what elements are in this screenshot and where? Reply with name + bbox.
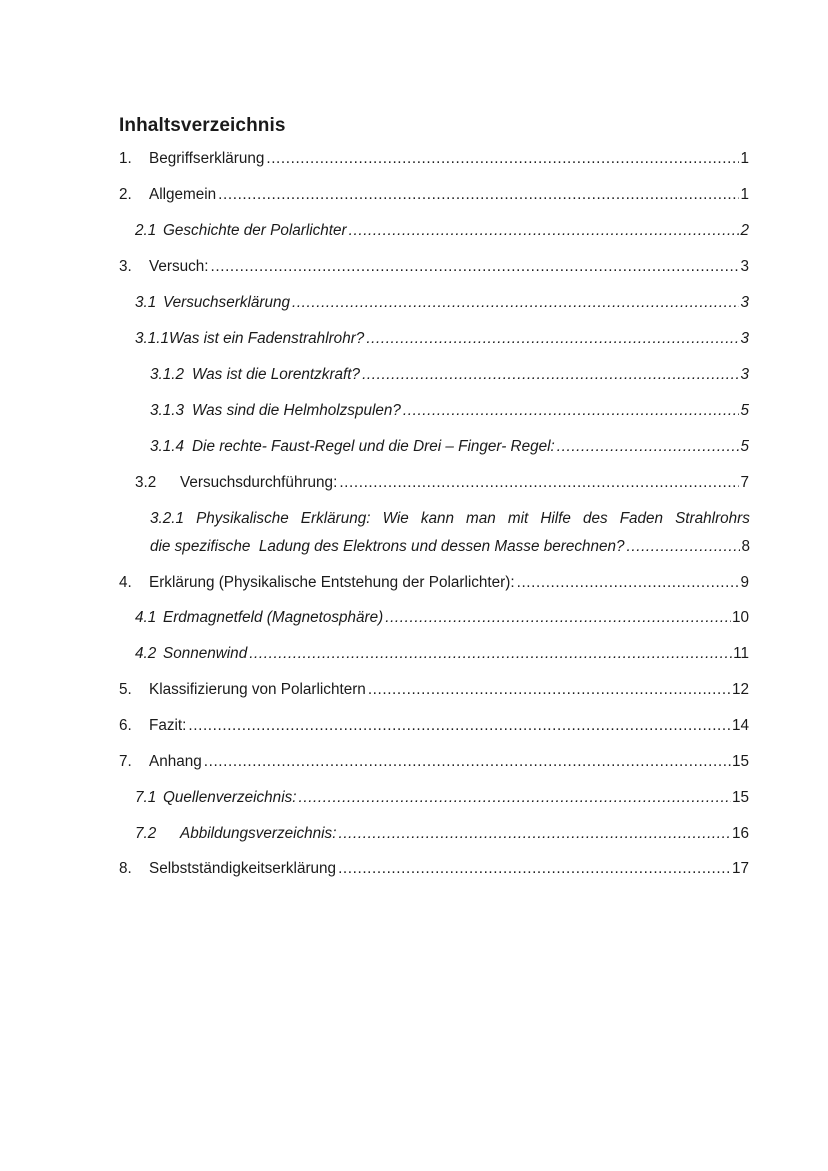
toc-entry-label: Versuchserklärung: [163, 294, 290, 311]
toc-leader-dots: [299, 788, 731, 808]
toc-entry-number: 3.1.2: [150, 366, 185, 383]
toc-entry[interactable]: [135, 473, 749, 493]
toc-leader-dots: [362, 365, 739, 385]
toc-leader-dots: [266, 149, 739, 169]
toc-entry-label-word: des: [582, 510, 608, 527]
toc-leader-dots: [366, 329, 739, 349]
toc-entry-label: Was ist ein Fadenstrahlrohr?: [169, 330, 365, 347]
toc-entry-label: Was sind die Helmholzspulen?: [192, 402, 401, 419]
toc-entry-page: 15: [731, 789, 749, 806]
toc-entry[interactable]: [135, 824, 749, 844]
toc-leader-dots: [349, 221, 740, 241]
toc-entry-label-word: mit: [507, 510, 529, 527]
toc-entry-number: 7.: [119, 753, 132, 770]
toc-entry[interactable]: [135, 221, 749, 241]
toc-entry-label: Erdmagnetfeld (Magnetosphäre): [163, 609, 384, 626]
toc-entry-page: 1: [740, 150, 749, 167]
toc-entry-label-word: Wie: [382, 510, 409, 527]
toc-leader-dots: [385, 608, 731, 628]
toc-entry-label-word: Erklärung:: [300, 510, 371, 527]
toc-entry[interactable]: [135, 644, 749, 664]
toc-leader-dots: [249, 644, 732, 664]
toc-entry[interactable]: [119, 257, 749, 277]
toc-leader-dots: [204, 752, 731, 772]
toc-entry[interactable]: [119, 149, 749, 169]
toc-leader-dots: [218, 185, 739, 205]
toc-entry[interactable]: [135, 788, 749, 808]
toc-entry-number: 7.2: [135, 825, 157, 842]
toc-entry-page: 3: [740, 294, 749, 311]
toc-entry-number: 3.1.3: [150, 402, 185, 419]
toc-entry-label: Geschichte der Polarlichter: [163, 222, 347, 239]
toc-entry-label-word: man: [466, 510, 496, 527]
toc-entry-label: Die rechte- Faust-Regel und die Drei – Finger- Regel:: [192, 438, 555, 455]
toc-entry[interactable]: [150, 365, 749, 385]
toc-entry-label: Was ist die Lorentzkraft?: [192, 366, 361, 383]
toc-leader-dots: [338, 859, 731, 879]
toc-entry-number: 4.2: [135, 645, 157, 662]
toc-entry-label: Sonnenwind: [163, 645, 248, 662]
toc-entry-number: 7.1: [135, 789, 157, 806]
toc-entry-page: 1: [740, 186, 749, 203]
toc-entry-number: 3.1: [135, 294, 157, 311]
toc-entry-label-word: Strahlrohrs: [675, 510, 750, 527]
toc-entry-label: Abbildungsverzeichnis:: [180, 825, 337, 842]
toc-entry[interactable]: [119, 716, 749, 736]
toc-entry-number: 6.: [119, 717, 132, 734]
toc-entry-label-word: Faden: [619, 510, 664, 527]
toc-leader-dots: [292, 293, 740, 313]
toc-entry-label: Anhang: [149, 753, 202, 770]
toc-entry[interactable]: [150, 401, 749, 421]
toc-entry[interactable]: [119, 859, 749, 879]
toc-leader-dots: [627, 537, 741, 557]
toc-entry-page: 7: [740, 474, 749, 491]
toc-entry-page: 10: [731, 609, 749, 626]
toc-entry-number: 3.1.1: [135, 330, 170, 347]
toc-entry-page: 3: [740, 366, 749, 383]
toc-entry-page: 15: [731, 753, 749, 770]
toc-entry-page: 12: [731, 681, 749, 698]
toc-entry[interactable]: [119, 680, 749, 700]
toc-entry-number: 4.1: [135, 609, 157, 626]
toc-entry-label: Begriffserklärung: [149, 150, 265, 167]
toc-entry-number: 3.1.4: [150, 438, 185, 455]
toc-entry[interactable]: [150, 437, 749, 457]
toc-entry-label-word: kann: [420, 510, 454, 527]
toc-leader-dots: [403, 401, 740, 421]
toc-entry-label: Versuchsdurchführung:: [180, 474, 338, 491]
toc-entry-page: 9: [740, 574, 749, 591]
toc-entry-number: 8.: [119, 860, 132, 877]
toc-entry-label: Erklärung (Physikalische Entstehung der Polarlichter):: [149, 574, 515, 591]
toc-leader-dots: [211, 257, 740, 277]
toc-entry-line-2: [150, 537, 750, 557]
toc-entry[interactable]: [119, 573, 749, 593]
toc-leader-dots: [517, 573, 740, 593]
toc-entry-label: die spezifische Ladung des Elektrons und dessen Masse berechnen?: [150, 538, 625, 555]
toc-entry-number: 1.: [119, 150, 132, 167]
toc-entry[interactable]: [150, 509, 750, 559]
toc-entry-page: 3: [740, 258, 749, 275]
toc-entry-page: 5: [740, 402, 749, 419]
toc-entry-label: Versuch:: [149, 258, 209, 275]
toc-entry-page: 8: [741, 538, 750, 555]
toc-entry[interactable]: [119, 185, 749, 205]
toc-leader-dots: [338, 824, 731, 844]
toc-entry-page: 2: [740, 222, 749, 239]
toc-title: Inhaltsverzeichnis: [119, 115, 286, 136]
toc-entry-label-word: Physikalische: [196, 510, 289, 527]
toc-entry-number: 2.: [119, 186, 132, 203]
toc-entry-label: Allgemein: [149, 186, 217, 203]
toc-entry[interactable]: [119, 752, 749, 772]
toc-entry-page: 3: [740, 330, 749, 347]
toc-entry-number: 3.2.1: [150, 510, 185, 527]
toc-entry-label: Fazit:: [149, 717, 187, 734]
toc-entry-page: 14: [731, 717, 749, 734]
toc-entry[interactable]: [135, 293, 749, 313]
toc-entry-label: Quellenverzeichnis:: [163, 789, 297, 806]
toc-leader-dots: [188, 716, 731, 736]
toc-entry-number: 5.: [119, 681, 132, 698]
toc-entry[interactable]: [135, 608, 749, 628]
toc-entry-number: 4.: [119, 574, 132, 591]
toc-entry-page: 11: [733, 645, 749, 662]
toc-entry-label: Selbstständigkeitserklärung: [149, 860, 337, 877]
toc-leader-dots: [339, 473, 739, 493]
toc-entry-page: 17: [731, 860, 749, 877]
toc-entry[interactable]: [135, 329, 749, 349]
toc-entry-number: 3.: [119, 258, 132, 275]
toc-entry-line-1: [150, 509, 750, 529]
toc-entry-page: 5: [740, 438, 749, 455]
toc-entry-number: 3.2: [135, 474, 157, 491]
toc-entry-page: 16: [731, 825, 749, 842]
toc-entry-label: Klassifizierung von Polarlichtern: [149, 681, 366, 698]
toc-entry-label-word: Hilfe: [540, 510, 571, 527]
toc-leader-dots: [557, 437, 740, 457]
toc-leader-dots: [368, 680, 731, 700]
toc-entry-number: 2.1: [135, 222, 157, 239]
